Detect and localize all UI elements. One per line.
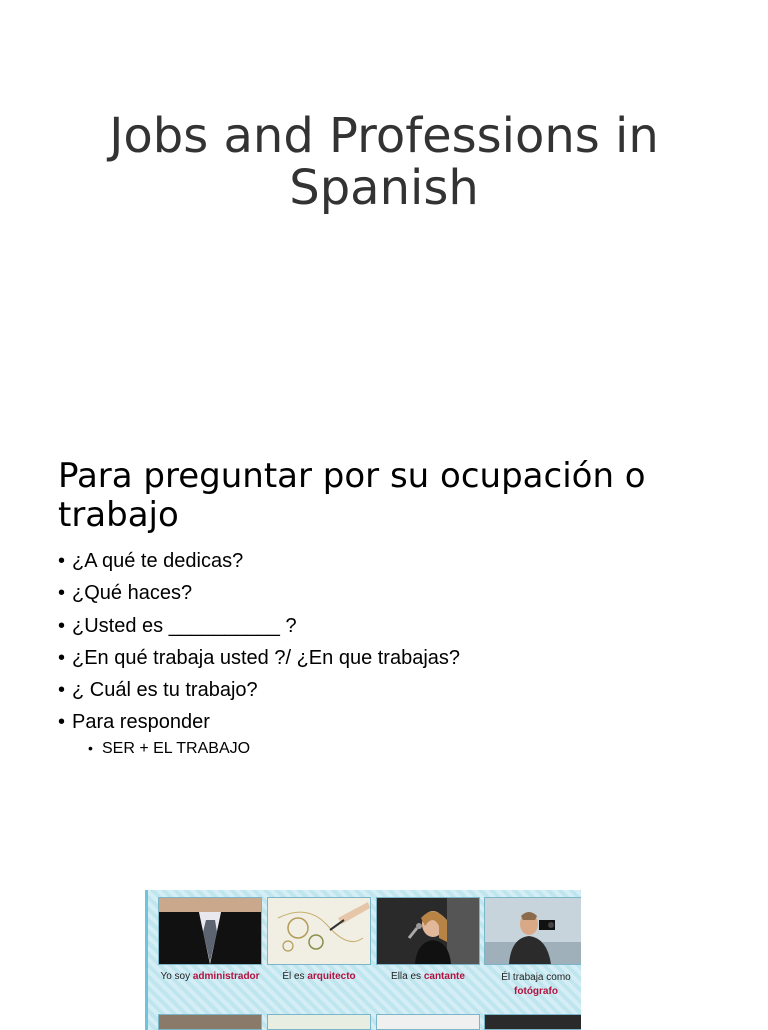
- list-item: [58, 707, 738, 739]
- sub-list-item-text: SER + EL TRABAJO: [102, 740, 251, 757]
- photographer-icon: [485, 898, 581, 964]
- bullet-icon: •: [58, 679, 66, 702]
- suit-tie-icon: [159, 898, 261, 964]
- list-item-text: ¿Usted es __________ ?: [72, 614, 297, 637]
- job-card-cantante: [376, 897, 480, 983]
- jobs-image: [145, 890, 581, 1030]
- bullet-icon: •: [58, 550, 66, 572]
- list-item: [58, 578, 738, 610]
- photographer-photo: [484, 897, 581, 965]
- sub-list-item: [88, 740, 250, 758]
- administrator-photo: [158, 897, 262, 965]
- job-photo-partial: [158, 1014, 262, 1030]
- bullet-icon: •: [58, 646, 66, 669]
- sub-list: [88, 740, 250, 758]
- job-caption: Él es arquitecto: [282, 971, 356, 982]
- drawing-icon: [268, 898, 370, 964]
- architect-photo: [267, 897, 371, 965]
- list-item: [58, 546, 738, 578]
- list-item-text: ¿A qué te dedicas?: [72, 550, 244, 572]
- list-item-text: ¿Qué haces?: [72, 582, 193, 605]
- job-photo-partial: [376, 1014, 480, 1030]
- list-item-text: ¿ Cuál es tu trabajo?: [72, 679, 258, 702]
- job-caption: Él trabaja como fotógrafo: [501, 972, 571, 997]
- list-item: [58, 611, 738, 643]
- job-caption: Ella es cantante: [391, 971, 465, 982]
- bullet-icon: •: [88, 740, 93, 756]
- job-caption: Yo soy administrador: [160, 971, 260, 982]
- list-item: [58, 675, 738, 707]
- bullet-icon: •: [58, 582, 66, 605]
- slide-heading: Para preguntar por su ocupación o trabajo: [58, 456, 646, 535]
- singer-icon: [377, 898, 479, 964]
- bullet-icon: •: [58, 711, 66, 734]
- slide-title: Jobs and Professions in Spanish: [109, 108, 659, 216]
- job-card-arquitecto: [267, 897, 371, 983]
- bullet-icon: •: [58, 614, 66, 637]
- list-item-text: Para responder: [72, 711, 210, 734]
- list-item: [58, 643, 738, 675]
- question-list: [58, 546, 738, 740]
- job-card-fotografo: [484, 897, 581, 999]
- job-photo-partial: [484, 1014, 581, 1030]
- job-card-administrador: [158, 897, 262, 983]
- list-item-text: ¿En qué trabaja usted ?/ ¿En que trabajas?: [72, 646, 461, 669]
- job-photo-partial: [267, 1014, 371, 1030]
- singer-photo: [376, 897, 480, 965]
